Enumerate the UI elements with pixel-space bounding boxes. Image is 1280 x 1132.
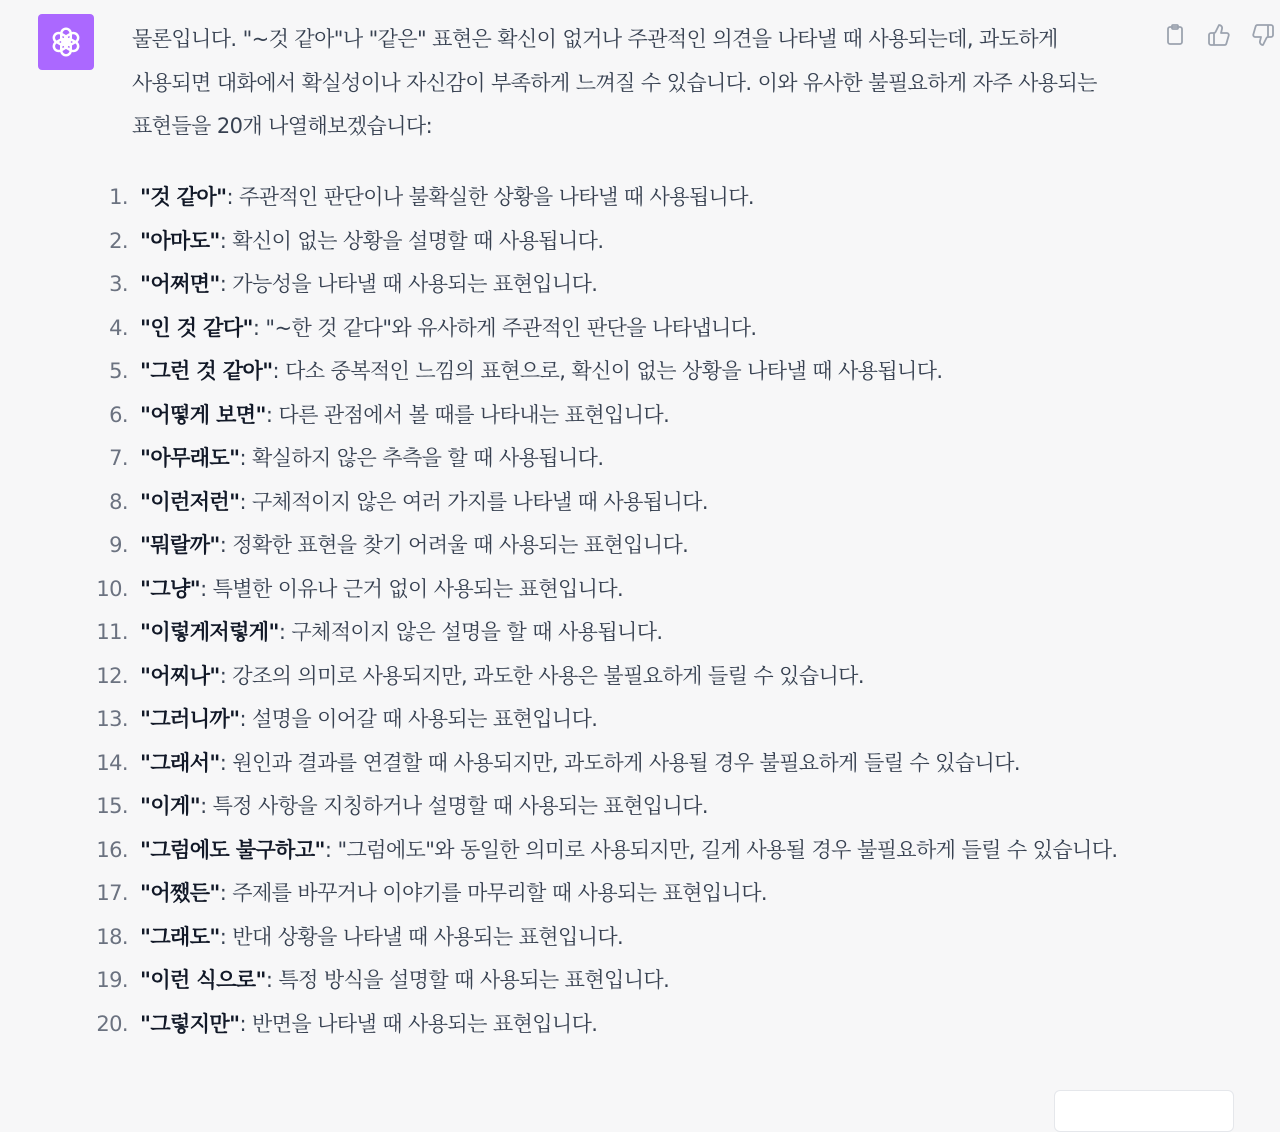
list-item-number: 4. [109,315,128,340]
list-item-number: 10. [96,576,128,601]
list-item [96,959,1132,1003]
message-content [96,18,1142,1036]
list-item-term: "뭐랄까" [140,533,220,557]
list-item-description: : 구체적이지 않은 여러 가지를 나타낼 때 사용됩니다. [239,489,708,514]
list-item-term: "이런 식으로" [140,968,266,992]
list-item-number: 15. [96,794,128,818]
list-item [96,916,1132,960]
list-item-term: "것 같아" [140,185,227,209]
list-item-description: : 반면을 나타낼 때 사용되는 표현입니다. [239,1011,598,1036]
list-item-term: "인 것 같다" [140,315,253,340]
list-item [96,1003,1132,1047]
list-item-description: : 주제를 바꾸거나 이야기를 마무리할 때 사용되는 표현입니다. [219,881,767,905]
list-item-term: "어쨌든" [140,881,220,905]
copy-button[interactable] [1160,20,1190,50]
list-item-number: 14. [96,750,128,775]
list-item-term: "아무래도" [140,446,240,470]
list-item [109,394,1132,438]
list-item-number: 2. [109,228,128,253]
list-item [109,350,1132,394]
list-item-description: : "그럼에도"와 동일한 의미로 사용되지만, 길게 사용될 경우 불필요하게 들릴 수 있습니다. [324,837,1118,862]
list-item [96,568,1132,612]
list-item-term: "어찌나" [140,663,220,688]
list-item-term: "이렇게저렇게" [140,620,279,644]
intro-paragraph: 물론입니다. "~것 같아"나 "같은" 표현은 확신이 없거나 주관적인 의견을 나타낼 때 사용되는데, 과도하게 사용되면 대화에서 확실성이나 자신감이 부족하게 느껴질 수 있습니다. 이와 유사한 불필요하게 자주 사용되는 표현들을 20개 나열해보겠습니다: [132,27,1097,138]
list-item [96,872,1132,916]
list-item-term: "그런 것 같아" [140,359,273,383]
list-item-term: "그러니까" [140,707,240,731]
list-item [96,655,1132,699]
thumbs-up-icon [1207,23,1231,47]
thumbs-down-icon [1251,23,1275,47]
list-item-number: 1. [109,185,128,209]
list-item-number: 13. [96,707,128,731]
list-item-description: : 설명을 이어갈 때 사용되는 표현입니다. [239,707,598,731]
clipboard-icon [1163,23,1187,47]
list-item-number: 6. [109,402,128,427]
list-item [109,481,1132,525]
list-item-description: : 특별한 이유나 근거 없이 사용되는 표현입니다. [200,576,624,601]
list-item [96,611,1132,655]
list-item-description: : 확신이 없는 상황을 설명할 때 사용됩니다. [219,228,604,253]
list-item-number: 5. [109,359,128,383]
expression-list [96,176,1132,1046]
list-item-description: : 다른 관점에서 볼 때를 나타내는 표현입니다. [265,402,670,427]
list-item-number: 12. [96,663,128,688]
list-item-description: : 정확한 표현을 찾기 어려울 때 사용되는 표현입니다. [219,533,689,557]
list-item-term: "그냥" [140,576,201,601]
list-item [96,742,1132,786]
openai-logo-icon [47,23,85,61]
list-item-number: 7. [109,446,128,470]
list-item-description: : 가능성을 나타낼 때 사용되는 표현입니다. [219,272,598,296]
list-item-number: 3. [109,272,128,296]
list-item [96,785,1132,829]
list-item-term: "그럼에도 불구하고" [140,837,325,862]
list-item [96,698,1132,742]
list-item [109,524,1132,568]
list-item-description: : 확실하지 않은 추측을 할 때 사용됩니다. [239,446,604,470]
thumbs-down-button[interactable] [1248,20,1278,50]
list-item-number: 9. [109,533,128,557]
thumbs-up-button[interactable] [1204,20,1234,50]
list-item-term: "어떻게 보면" [140,402,266,427]
message-actions [1160,20,1278,50]
list-item-number: 20. [96,1011,128,1036]
list-item-number: 17. [96,881,128,905]
list-item-number: 11. [96,620,128,644]
list-item-description: : "~한 것 같다"와 유사하게 주관적인 판단을 나타냅니다. [252,315,757,340]
list-item-number: 18. [96,924,128,949]
list-item-description: : 구체적이지 않은 설명을 할 때 사용됩니다. [278,620,663,644]
list-item-term: "그렇지만" [140,1011,240,1036]
list-item-description: : 다소 중복적인 느낌의 표현으로, 확신이 없는 상황을 나타낼 때 사용됩니다. [272,359,943,383]
assistant-avatar [38,14,94,70]
list-item-term: "어쩌면" [140,272,220,296]
list-item [109,176,1132,220]
list-item-number: 19. [96,968,128,992]
list-item-term: "그래도" [140,924,220,949]
list-item-number: 16. [96,837,128,862]
bottom-action-button[interactable] [1054,1090,1234,1132]
list-item-description: : 특정 방식을 설명할 때 사용되는 표현입니다. [265,968,670,992]
list-item-description: : 원인과 결과를 연결할 때 사용되지만, 과도하게 사용될 경우 불필요하게 들릴 수 있습니다. [219,750,1020,775]
list-item [109,263,1132,307]
list-item-description: : 주관적인 판단이나 불확실한 상황을 나타낼 때 사용됩니다. [226,185,754,209]
list-item [96,829,1132,873]
list-item-description: : 특정 사항을 지칭하거나 설명할 때 사용되는 표현입니다. [200,794,708,818]
list-item-term: "아마도" [140,228,220,253]
list-item [109,220,1132,264]
list-item [109,437,1132,481]
list-item-description: : 반대 상황을 나타낼 때 사용되는 표현입니다. [219,924,624,949]
list-item [109,307,1132,351]
list-item-number: 8. [109,489,128,514]
list-item-term: "이게" [140,794,201,818]
list-item-term: "그래서" [140,750,220,775]
list-item-description: : 강조의 의미로 사용되지만, 과도한 사용은 불필요하게 들릴 수 있습니다. [219,663,864,688]
list-item-term: "이런저런" [140,489,240,514]
